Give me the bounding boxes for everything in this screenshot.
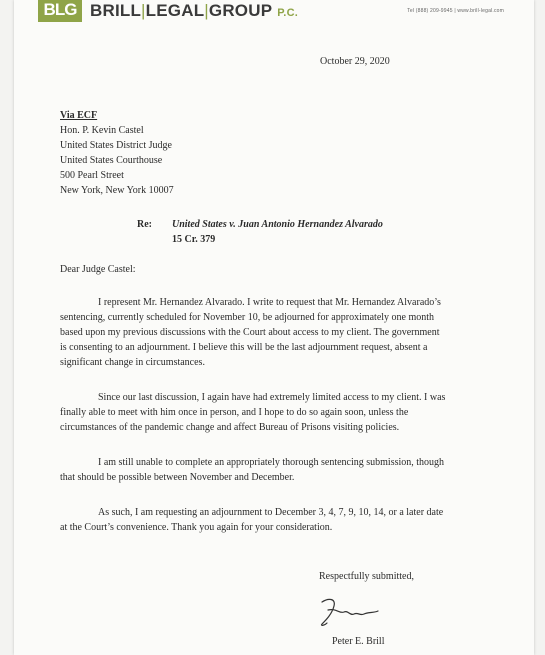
signer-name: Peter E. Brill bbox=[332, 636, 385, 647]
salutation: Dear Judge Castel: bbox=[60, 264, 136, 275]
paragraph-line: circumstances of the pandemic change and affect Bureau of Prisons visiting policies. bbox=[60, 422, 400, 433]
re-label: Re: bbox=[137, 219, 152, 230]
paragraph-line: sentencing, currently scheduled for November 10, be adjourned for approximately one month bbox=[60, 312, 435, 323]
address-line: United States Courthouse bbox=[60, 155, 163, 166]
paragraph-line: I am still unable to complete an appropriately thorough sentencing submission, though bbox=[98, 457, 445, 468]
paragraph-line: As such, I am requesting an adjournment to December 3, 4, 7, 9, 10, 14, or a later date bbox=[98, 507, 444, 518]
firm-name-part-1: BRILL bbox=[90, 1, 142, 20]
paragraph-line: I represent Mr. Hernandez Alvarado. I write to request that Mr. Hernandez Alvarado’s bbox=[98, 297, 441, 308]
body-paragraph-1 bbox=[60, 295, 525, 370]
paragraph-line: Since our last discussion, I again have had extremely limited access to my client. I was bbox=[98, 392, 446, 403]
handwritten-signature bbox=[314, 596, 384, 628]
paragraph-line: that should be possible between November and December. bbox=[60, 472, 295, 483]
closing: Respectfully submitted, bbox=[319, 571, 414, 582]
address-line: 500 Pearl Street bbox=[60, 170, 124, 181]
paragraph-line: is consenting to an adjournment. I believe this will be the last adjournment request, absent a bbox=[60, 342, 428, 353]
firm-suffix: P.C. bbox=[277, 7, 298, 19]
case-caption: United States v. Juan Antonio Hernandez Alvarado bbox=[172, 219, 383, 230]
letter-date: October 29, 2020 bbox=[320, 56, 390, 67]
paragraph-line: finally able to meet with him once in person, and I hope to do so again soon, unless the bbox=[60, 407, 409, 418]
paragraph-line: significant change in circumstances. bbox=[60, 357, 205, 368]
paragraph-line: based upon my previous discussions with the Court about access to my client. The government bbox=[60, 327, 440, 338]
address-line: United States District Judge bbox=[60, 140, 172, 151]
firm-name bbox=[90, 0, 298, 24]
address-line: New York, New York 10007 bbox=[60, 185, 174, 196]
letter-page bbox=[14, 0, 534, 655]
case-number: 15 Cr. 379 bbox=[172, 234, 216, 245]
firm-name-separator: | bbox=[204, 1, 209, 20]
firm-name-part-2: LEGAL bbox=[145, 1, 205, 20]
firm-name-part-3: GROUP bbox=[208, 1, 273, 20]
paragraph-line: at the Court’s convenience. Thank you again for your consideration. bbox=[60, 522, 333, 533]
body-paragraph-3 bbox=[60, 455, 525, 485]
delivery-method: Via ECF bbox=[60, 110, 98, 121]
firm-logo: BLG bbox=[38, 0, 82, 22]
body-paragraph-2 bbox=[60, 390, 525, 435]
recipient-address bbox=[60, 123, 174, 198]
firm-name-separator: | bbox=[141, 1, 146, 20]
body-paragraph-4 bbox=[60, 505, 525, 535]
firm-contact: Tel (888) 209-9945 | www.brill-legal.com bbox=[407, 8, 504, 14]
address-line: Hon. P. Kevin Castel bbox=[60, 125, 144, 136]
